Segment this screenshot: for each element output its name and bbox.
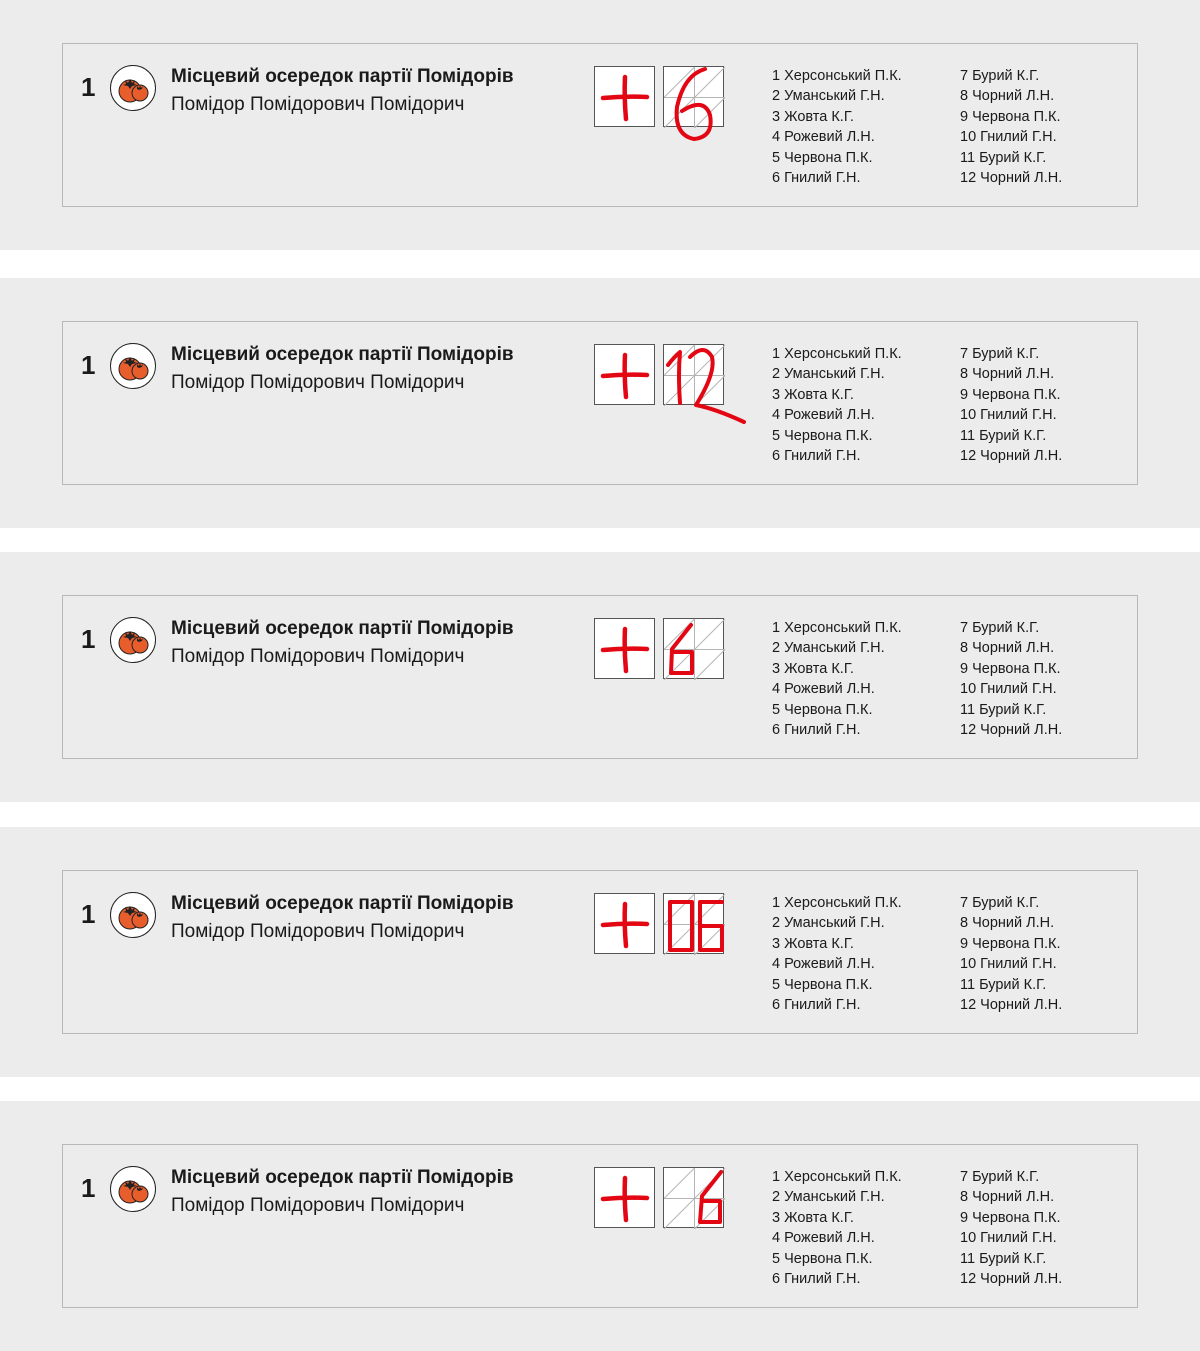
ballot-sample-band — [0, 827, 1200, 1077]
candidate-list-column-2 — [960, 66, 1062, 188]
candidate-entry: 12 Чорний Л.Н. — [960, 996, 1063, 1013]
ballot-sample-band — [0, 0, 1200, 250]
candidate-number-field[interactable] — [663, 1167, 724, 1228]
candidate-entry: 12 Чорний Л.Н. — [960, 169, 1063, 186]
candidate-entry: 5 Червона П.К. — [772, 976, 873, 993]
tomato-party-logo-icon — [110, 1166, 156, 1212]
candidate-number-field[interactable] — [663, 344, 724, 405]
candidate-entry: 10 Гнилий Г.Н. — [960, 681, 1057, 698]
ballot-sample-band — [0, 552, 1200, 802]
candidate-entry: 12 Чорний Л.Н. — [960, 721, 1063, 738]
candidate-entry: 5 Червона П.К. — [772, 427, 873, 444]
party-leader-name: Помідор Помідорович Помідорич — [171, 372, 465, 393]
candidate-list-column-1 — [772, 618, 902, 740]
candidate-list-column-2 — [960, 344, 1062, 466]
candidate-entry: 10 Гнилий Г.Н. — [960, 129, 1057, 146]
party-number: 1 — [81, 899, 96, 929]
candidate-entry: 6 Гнилий Г.Н. — [772, 169, 861, 186]
party-vote-checkbox[interactable] — [594, 66, 655, 127]
candidate-entry: 4 Рожевий Л.Н. — [772, 407, 875, 424]
candidate-entry: 4 Рожевий Л.Н. — [772, 129, 875, 146]
tomato-party-logo-icon — [110, 65, 156, 111]
candidate-entry: 11 Бурий К.Г. — [960, 701, 1047, 718]
candidate-entry: 2 Уманський Г.Н. — [772, 88, 885, 105]
candidate-list-column-2 — [960, 618, 1062, 740]
candidate-entry: 8 Чорний Л.Н. — [960, 88, 1055, 105]
candidate-entry: 6 Гнилий Г.Н. — [772, 996, 861, 1013]
tomato-party-logo-icon — [110, 892, 156, 938]
candidate-entry: 6 Гнилий Г.Н. — [772, 1270, 861, 1287]
ballot-row — [62, 43, 1138, 207]
candidate-entry: 1 Херсонський П.К. — [772, 68, 902, 84]
candidate-entry: 7 Бурий К.Г. — [960, 346, 1040, 362]
candidate-entry: 3 Жовта К.Г. — [772, 386, 854, 403]
party-name: Місцевий осередок партії Помідорів — [171, 344, 514, 365]
candidate-list-column-1 — [772, 1167, 902, 1289]
party-name: Місцевий осередок партії Помідорів — [171, 1167, 514, 1188]
candidate-entry: 3 Жовта К.Г. — [772, 1209, 854, 1226]
candidate-entry: 12 Чорний Л.Н. — [960, 447, 1063, 464]
candidate-entry: 5 Червона П.К. — [772, 149, 873, 166]
party-vote-checkbox[interactable] — [594, 893, 655, 954]
party-leader-name: Помідор Помідорович Помідорич — [171, 1195, 465, 1216]
candidate-entry: 11 Бурий К.Г. — [960, 976, 1047, 993]
party-number: 1 — [81, 350, 96, 380]
party-number: 1 — [81, 1173, 96, 1203]
candidate-entry: 3 Жовта К.Г. — [772, 935, 854, 952]
candidate-number-field[interactable] — [663, 618, 724, 679]
candidate-entry: 12 Чорний Л.Н. — [960, 1270, 1063, 1287]
ballot-sample-band — [0, 1101, 1200, 1351]
party-name: Місцевий осередок партії Помідорів — [171, 618, 514, 639]
candidate-entry: 3 Жовта К.Г. — [772, 660, 854, 677]
candidate-entry: 4 Рожевий Л.Н. — [772, 1230, 875, 1247]
party-vote-checkbox[interactable] — [594, 618, 655, 679]
candidate-entry: 7 Бурий К.Г. — [960, 1169, 1040, 1185]
candidate-entry: 9 Червона П.К. — [960, 108, 1061, 125]
candidate-entry: 10 Гнилий Г.Н. — [960, 956, 1057, 973]
candidate-entry: 8 Чорний Л.Н. — [960, 640, 1055, 657]
party-leader-name: Помідор Помідорович Помідорич — [171, 646, 465, 667]
candidate-list-column-2 — [960, 1167, 1062, 1289]
candidate-number-field[interactable] — [663, 66, 724, 127]
party-vote-checkbox[interactable] — [594, 344, 655, 405]
candidate-entry: 2 Уманський Г.Н. — [772, 640, 885, 657]
party-number: 1 — [81, 72, 96, 102]
candidate-entry: 11 Бурий К.Г. — [960, 427, 1047, 444]
party-name: Місцевий осередок партії Помідорів — [171, 893, 514, 914]
candidate-entry: 1 Херсонський П.К. — [772, 346, 902, 362]
candidate-entry: 6 Гнилий Г.Н. — [772, 721, 861, 738]
candidate-list-column-1 — [772, 893, 902, 1015]
candidate-entry: 8 Чорний Л.Н. — [960, 915, 1055, 932]
candidate-entry: 8 Чорний Л.Н. — [960, 1189, 1055, 1206]
ballot-row — [62, 1144, 1138, 1308]
candidate-entry: 1 Херсонський П.К. — [772, 1169, 902, 1185]
party-number: 1 — [81, 624, 96, 654]
candidate-entry: 4 Рожевий Л.Н. — [772, 956, 875, 973]
candidate-entry: 2 Уманський Г.Н. — [772, 366, 885, 383]
ballot-sample-band — [0, 278, 1200, 528]
candidate-entry: 1 Херсонський П.К. — [772, 620, 902, 636]
candidate-entry: 10 Гнилий Г.Н. — [960, 407, 1057, 424]
candidate-entry: 7 Бурий К.Г. — [960, 68, 1040, 84]
candidate-entry: 7 Бурий К.Г. — [960, 895, 1040, 911]
ballot-row — [62, 321, 1138, 485]
candidate-entry: 4 Рожевий Л.Н. — [772, 681, 875, 698]
candidate-entry: 9 Червона П.К. — [960, 660, 1061, 677]
party-leader-name: Помідор Помідорович Помідорич — [171, 921, 465, 942]
candidate-entry: 5 Червона П.К. — [772, 1250, 873, 1267]
candidate-entry: 11 Бурий К.Г. — [960, 1250, 1047, 1267]
ballot-row — [62, 870, 1138, 1034]
candidate-entry: 8 Чорний Л.Н. — [960, 366, 1055, 383]
tomato-party-logo-icon — [110, 617, 156, 663]
party-leader-name: Помідор Помідорович Помідорич — [171, 94, 465, 115]
candidate-entry: 2 Уманський Г.Н. — [772, 915, 885, 932]
candidate-entry: 5 Червона П.К. — [772, 701, 873, 718]
candidate-entry: 7 Бурий К.Г. — [960, 620, 1040, 636]
candidate-entry: 10 Гнилий Г.Н. — [960, 1230, 1057, 1247]
ballot-row — [62, 595, 1138, 759]
party-vote-checkbox[interactable] — [594, 1167, 655, 1228]
candidate-list-column-2 — [960, 893, 1062, 1015]
candidate-entry: 1 Херсонський П.К. — [772, 895, 902, 911]
candidate-entry: 9 Червона П.К. — [960, 386, 1061, 403]
candidate-list-column-1 — [772, 344, 902, 466]
candidate-entry: 2 Уманський Г.Н. — [772, 1189, 885, 1206]
candidate-entry: 6 Гнилий Г.Н. — [772, 447, 861, 464]
candidate-list-column-1 — [772, 66, 902, 188]
candidate-entry: 9 Червона П.К. — [960, 1209, 1061, 1226]
tomato-party-logo-icon — [110, 343, 156, 389]
candidate-entry: 9 Червона П.К. — [960, 935, 1061, 952]
candidate-entry: 3 Жовта К.Г. — [772, 108, 854, 125]
candidate-entry: 11 Бурий К.Г. — [960, 149, 1047, 166]
party-name: Місцевий осередок партії Помідорів — [171, 66, 514, 87]
candidate-number-field[interactable] — [663, 893, 724, 954]
